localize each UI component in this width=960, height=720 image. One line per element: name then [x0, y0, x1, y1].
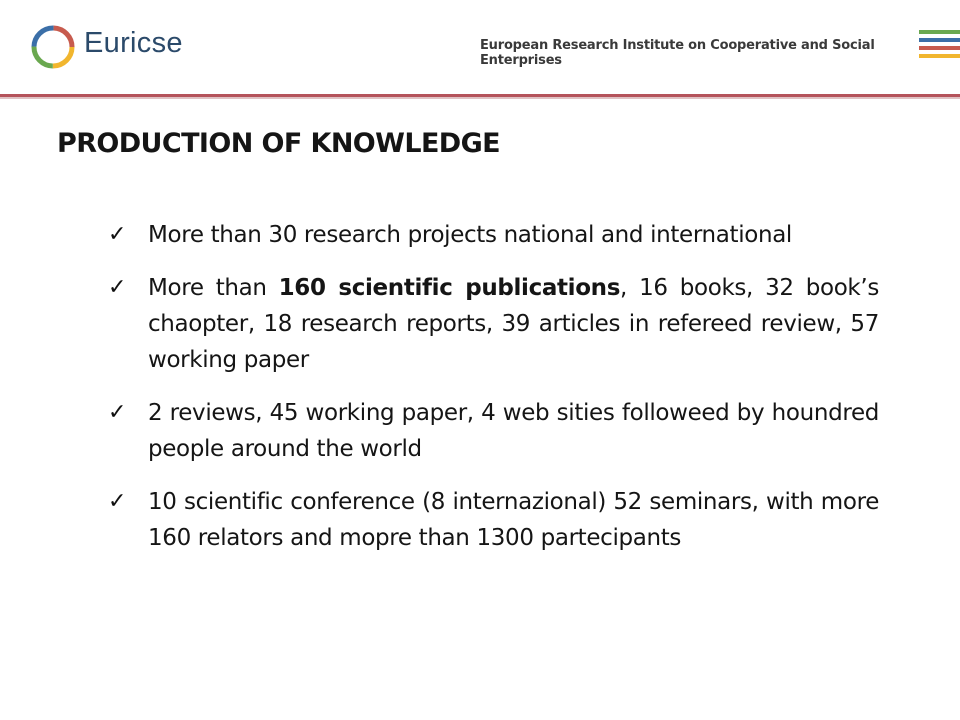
logo-text: Euricse — [84, 27, 183, 59]
list-item — [108, 270, 879, 378]
bullet-list — [108, 217, 879, 573]
checkmark-icon: ✓ — [108, 222, 127, 247]
slide-header — [0, 0, 960, 100]
slide-title: PRODUCTION OF KNOWLEDGE — [57, 128, 501, 159]
list-item-text: More than 160 scientific publications, 16 books, 32 book’s chaopter, 18 research reports, 39 articles in refereed review, 57 working paper — [148, 275, 879, 373]
list-item — [108, 217, 879, 253]
institute-name: European Research Institute on Cooperative and Social Enterprises — [480, 38, 875, 68]
list-item-text: 2 reviews, 45 working paper, 4 web sities followeed by houndred people around the world — [148, 400, 879, 462]
header-divider-shadow — [0, 97, 960, 99]
checkmark-icon: ✓ — [108, 400, 127, 425]
list-item-text: 10 scientific conference (8 internazional) 52 seminars, with more 160 relators and mopre than 1300 partecipants — [148, 489, 879, 551]
euricse-logo-icon — [30, 24, 76, 70]
list-item — [108, 395, 879, 467]
list-item-text: More than 30 research projects national and international — [148, 222, 792, 248]
list-item — [108, 484, 879, 556]
checkmark-icon: ✓ — [108, 275, 127, 300]
color-stripes-icon — [919, 30, 960, 60]
checkmark-icon: ✓ — [108, 489, 127, 514]
highlighted-count: 160 scientific publications — [278, 275, 621, 301]
